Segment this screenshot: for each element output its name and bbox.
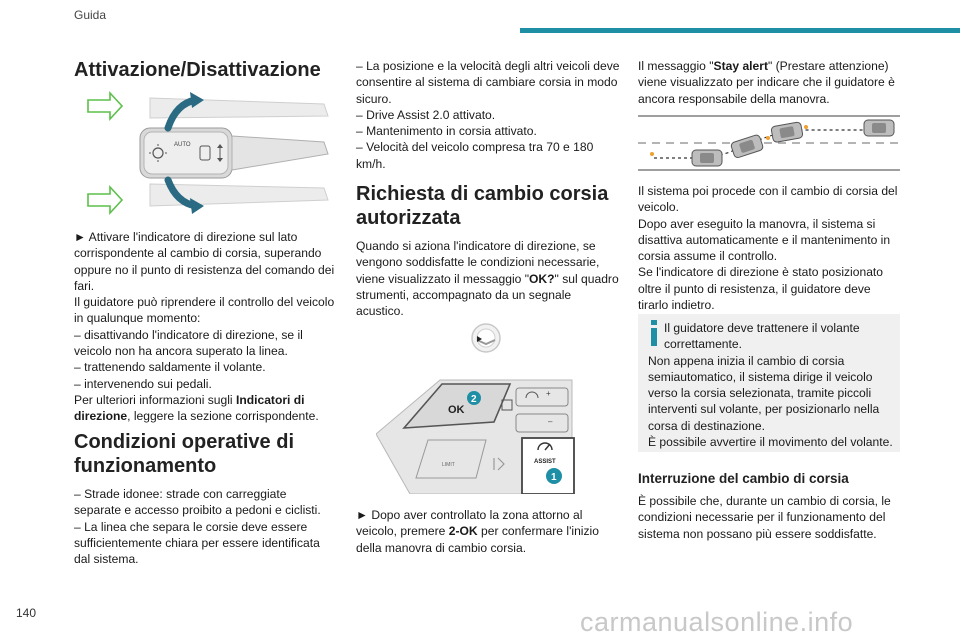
reference-link-text: Indicatori di direzione [74,392,305,424]
column-1-conditions [74,430,336,567]
list-item: – Drive Assist 2.0 attivato. [356,107,496,122]
paragraph: Il sistema poi procede con il cambio di corsia del veicolo. [638,184,898,215]
column-2-conditions [356,58,620,172]
badge-2: 2 [471,394,477,405]
section-title-conditions: Condizioni operative di funzionamento [74,431,295,477]
section-title-interruption: Interruzione del cambio di corsia [638,471,849,486]
stay-alert-message: Stay alert [713,59,768,73]
list-item: – intervenendo sui pedali. [74,376,212,391]
column-3-top [638,58,902,107]
minus-label: – [548,417,553,426]
car-icon [692,150,722,166]
confirm-instruction: ► Dopo aver controllato la zona attorno al veicolo, premere 2-OK per confermare l'inizio della manovra di cambio corsia. [356,508,599,555]
lane-change-figure [638,110,900,176]
list-item: – Mantenimento in corsia attivato. [356,124,537,139]
arrow-right-down-icon [88,187,122,213]
driver-control-intro: Il guidatore può riprendere il controllo del veicolo in qualunque momento: [74,295,335,326]
arrow-right-up-icon [88,93,122,119]
turn-signal-stalk-figure [84,88,334,220]
running-header-section: Guida [74,8,107,22]
list-item: – disattivando l'indicatore di direzione, se il veicolo non ha ancora superato la linea. [74,327,303,359]
note-line: Il guidatore deve trattenere il volante correttamente. [664,321,860,352]
steering-wheel-icon [472,324,500,352]
header-accent-bar [520,28,960,33]
request-paragraph: Quando si aziona l'indicatore di direzione, se vengono soddisfatte le condizioni necessarie, viene visualizzato il messaggio "OK?" sul quadro strumenti, accompagnato da un segnale acustico. [356,239,619,319]
reference-paragraph: Per ulteriori informazioni sugli Indicatori di direzione, leggere la sezione corrispondente. [74,392,319,424]
column-3-body [638,183,902,313]
stalk-auto-label: AUTO [174,142,191,148]
car-icon [864,120,894,136]
column-1 [74,58,336,82]
note-line: Non appena inizia il cambio di corsia semiautomatico, il sistema dirige il veicolo verso la corsia selezionata, tramite piccoli interventi sul volante, per posizionarlo nella corsa di destinazione. [648,353,880,433]
list-item: – Velocità del veicolo compresa tra 70 e 180 km/h. [356,140,594,171]
column-1-body [74,229,336,425]
list-item: – trattenendo saldamente il volante. [74,360,266,375]
steering-controls-figure [376,318,598,494]
instruction-activate: ► Attivare l'indicatore di direzione sul lato corrispondente al cambio di corsia, superando oppure no il punto di resistenza del comando dei fari. [74,230,335,293]
ok-message: OK? [529,271,555,286]
badge-1: 1 [551,472,557,483]
info-note-box [638,314,900,452]
column-2-confirm [356,507,620,556]
section-title-request: Richiesta di cambio corsia autorizzata [356,183,609,229]
page-number: 140 [16,606,37,620]
plus-label: + [546,389,551,398]
ok-label: OK [448,404,465,416]
paragraph: Se l'indicatore di direzione è stato posizionato oltre il punto di resistenza, il guidatore deve tirarlo indietro. [638,265,884,313]
ok-button-reference: 2-OK [448,524,478,539]
stay-alert-paragraph: Il messaggio "Stay alert" (Prestare attenzione) viene visualizzato per indicare che il guidatore è ancora responsabile della manovra. [638,59,895,106]
list-item: – La posizione e la velocità degli altri veicoli deve consentire al sistema di cambiare corsia in modo sicuro. [356,59,620,106]
list-item: – Strade idonee: strade con carreggiate separate e accesso proibito a pedoni e ciclisti. [74,487,321,518]
assist-label: ASSIST [534,459,556,465]
column-3-interruption [638,470,902,542]
list-item: – La linea che separa le corsie deve essere sufficientemente chiara per essere identificata dal sistema. [74,519,320,567]
paragraph: Dopo aver eseguito la manovra, il sistema si disattiva automaticamente e il mantenimento in corsia assume il controllo. [638,216,891,264]
note-line: È possibile avvertire il movimento del volante. [648,435,893,450]
watermark: carmanualsonline.info [580,607,854,637]
column-2-request [356,182,620,319]
section-title-activation: Attivazione/Disattivazione [74,59,321,81]
paragraph: È possibile che, durante un cambio di corsia, le condizioni necessarie per il funzionamento del sistema non possano più essere soddisfatte. [638,494,891,541]
limit-label: LIMIT [442,462,455,468]
main-stalk [140,128,328,178]
